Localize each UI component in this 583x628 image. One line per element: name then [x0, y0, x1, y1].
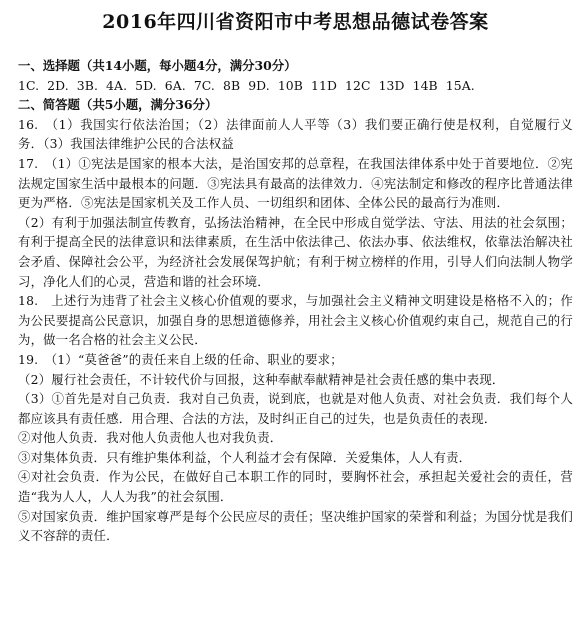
- answer-item: 5D.: [135, 77, 157, 93]
- answer-item: 10B: [277, 77, 303, 93]
- answer-item: 9D.: [248, 77, 270, 93]
- answer-paragraph-19-1: 19. （1）“莫爸爸”的责任来自上级的任命、职业的要求；: [18, 351, 343, 367]
- answer-paragraph-19-2: （2）履行社会责任，不计较代价与回报，这种奉献奉献精神是社会责任感的集中表现．: [18, 371, 505, 387]
- choice-answers: [18, 76, 573, 96]
- answer-item: 15A.: [445, 77, 475, 93]
- section1-heading: 一、选择题（共14小题，每小题4分，满分30分）: [18, 58, 297, 73]
- document-title: 2016年四川省资阳市中考思想品德试卷答案: [102, 11, 489, 33]
- answer-item: 3B.: [76, 77, 99, 93]
- answer-item: 7C.: [193, 77, 215, 93]
- answer-item: 11D: [311, 77, 338, 93]
- answer-item: 6A.: [164, 77, 186, 93]
- answer-paragraph-19-3-3: ③对集体负责．只有维护集体利益，个人利益才会有保障．关爱集体，人人有责．: [18, 449, 472, 465]
- answer-paragraph-19-3: （3）①首先是对自己负责．我对自己负责，说到底，也就是对他人负责、对社会负责．我们每个人都应该具有责任感．用合理、合法的方法，及时纠正自己的过失，也是负责任的表现．: [18, 391, 573, 426]
- answer-item: 13D: [378, 77, 405, 93]
- answer-paragraph-19-3-2: ②对他人负责．我对他人负责他人也对我负责．: [18, 430, 283, 446]
- section2-heading: 二、简答题（共5小题，满分36分）: [18, 97, 218, 113]
- answer-item: 2D.: [47, 77, 69, 93]
- answer-paragraph-16: 16. （1）我国实行依法治国；（2）法律面前人人平等（3）我们要正确行使是权利，自觉履行义务．（3）我国法律维护公民的合法权益: [18, 116, 573, 152]
- answer-item: 14B: [412, 77, 438, 93]
- answer-item: 1C.: [18, 77, 40, 93]
- answer-paragraph-19-3-4: ④对社会负责．作为公民，在做好自己本职工作的同时，要胸怀社会，承担起关爱社会的责任，营造“我为人人，人人为我”的社会氛围．: [18, 469, 573, 505]
- answer-item: 4A.: [106, 77, 128, 93]
- answer-item: 8B: [222, 77, 241, 93]
- answer-paragraph-17-1: 17. （1）①宪法是国家的根本大法，是治国安邦的总章程，在我国法律体系中处于首要地位．②宪法规定国家生活中最根本的问题．③宪法具有最高的法律效力．④宪法制定和修改的程序比普通法律更为严格．⑤宪法是国家机关及工作人员、一切组织和团体、全体公民的最高行为准则．: [18, 155, 573, 211]
- answer-paragraph-18: 18. 上述行为违背了社会主义核心价值观的要求，与加强社会主义精神文明建设是格格不入的；作为公民要提高公民意识，加强自身的思想道德修养，用社会主义核心价值观约束自己，规范自己的行为，做一名合格的社会主义公民．: [18, 293, 573, 348]
- answer-paragraph-17-2: （2）有利于加强法制宣传教育，弘扬法治精神，在全民中形成自觉学法、守法、用法的社会氛围；有利于提高全民的法律意识和法律素质，在生活中依法律己、依法办事、依法维权，依靠法治解决社会矛盾、保障社会公平，为经济社会发展保驾护航；有利于树立榜样的作用，引导人们向法制人物学习，净化人们的心灵，营造和谐的社会环境．: [18, 214, 573, 289]
- section2-body: [18, 115, 573, 546]
- answer-item: 12C: [345, 77, 371, 93]
- answer-paragraph-19-3-5: ⑤对国家负责．维护国家尊严是每个公民应尽的责任；坚决维护国家的荣誉和利益；为国分忧是我们义不容辞的责任．: [18, 508, 573, 544]
